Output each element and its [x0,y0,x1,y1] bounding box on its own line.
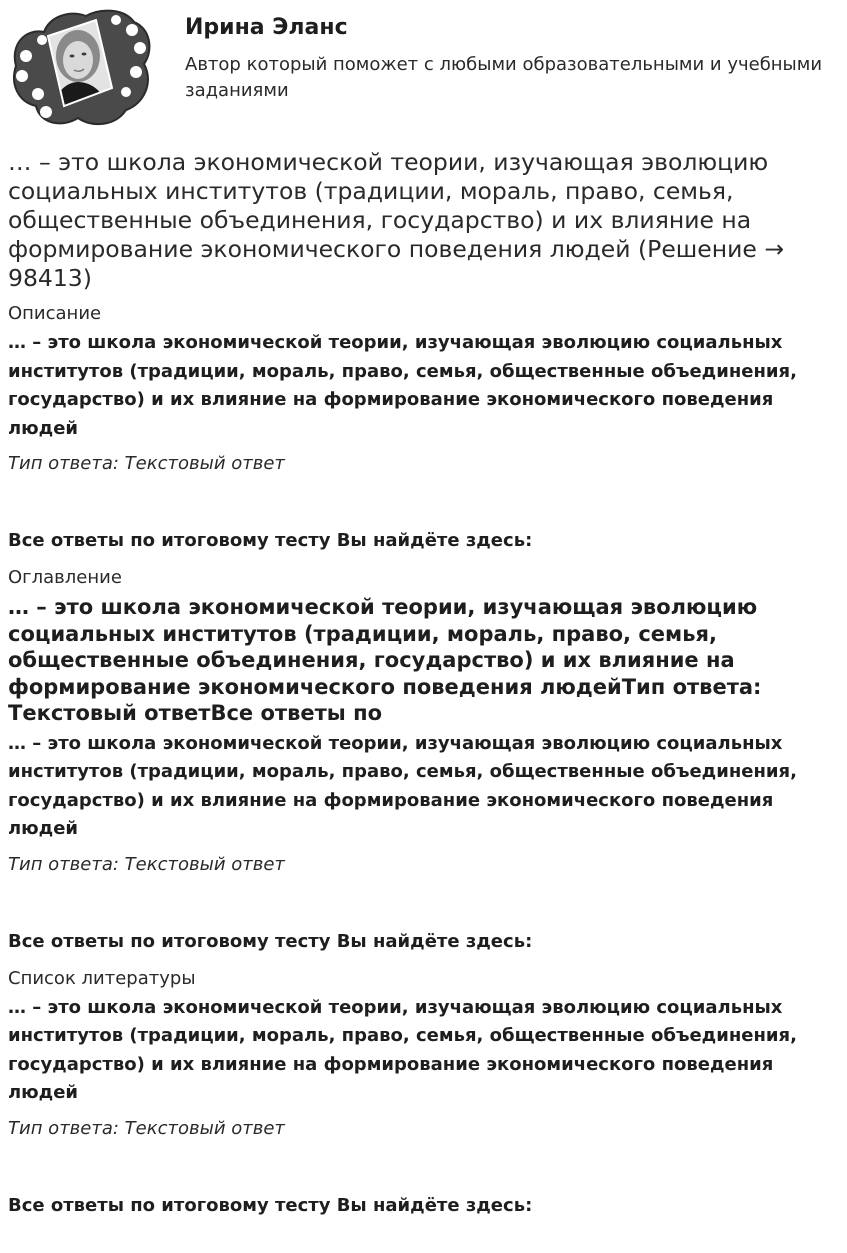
answer-type: Тип ответа: Текстовый ответ [8,453,285,474]
question-text: … – это школа экономической теории, изучающая эволюцию социальных институтов (традиции, мораль, право, семья, общественные объединения, государство) и их влияние на формирование экономического поведения людей [8,732,797,839]
all-answers-note: Все ответы по итоговому тесту Вы найдёте здесь: [8,530,533,551]
section-label-description: Описание [8,303,102,324]
author-description: Автор который поможет с любыми образовательными и учебными заданиями [185,54,823,101]
page-title: … – это школа экономической теории, изучающая эволюцию социальных институтов (традиции, мораль, право, семья, общественные объединения, государство) и их влияние на формирование экономического поведения людей (Решение → 98413) [8,148,785,292]
toc-heading: … – это школа экономической теории, изучающая эволюцию социальных институтов (традиции, мораль, право, семья, общественные объединения, государство) и их влияние на формирование экономического поведения людейТип ответа: Текстовый ответВсе ответы по [8,595,762,725]
all-answers-note: Все ответы по итоговому тесту Вы найдёте здесь: [8,1194,533,1216]
answer-type: Тип ответа: Текстовый ответ [8,1117,285,1139]
question-text: … – это школа экономической теории, изучающая эволюцию социальных институтов (традиции, мораль, право, семья, общественные объединения, государство) и их влияние на формирование экономического поведения людей [8,996,797,1103]
section-label-references: Список литературы [8,967,196,989]
section-label-toc: Оглавление [8,567,122,588]
answer-type: Тип ответа: Текстовый ответ [8,853,285,875]
question-text: … – это школа экономической теории, изучающая эволюцию социальных институтов (традиции, мораль, право, семья, общественные объединения, государство) и их влияние на формирование экономического поведения людей [8,332,797,439]
avatar[interactable] [8,6,153,128]
main-content [8,148,836,1218]
author-card [8,6,843,130]
all-answers-note: Все ответы по итоговому тесту Вы найдёте здесь: [8,930,533,952]
film-reel-avatar-image [8,6,153,128]
author-name[interactable]: Ирина Эланс [185,15,348,40]
